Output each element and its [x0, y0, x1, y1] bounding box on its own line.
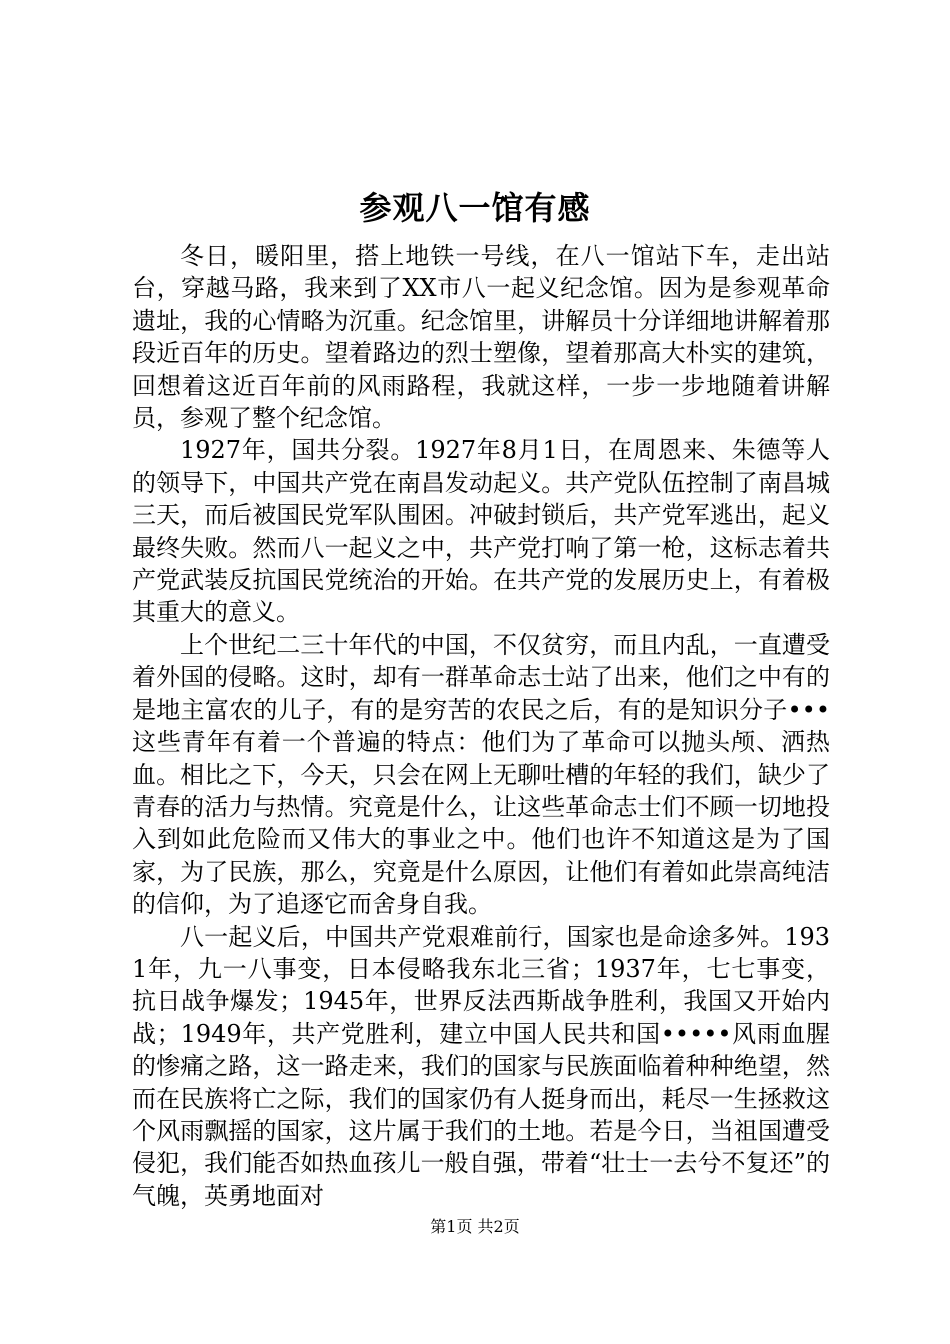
paragraph: 1927年，国共分裂。1927年8月1日，在周恩来、朱德等人的领导下，中国共产党在南昌发动起义。共产党队伍控制了南昌城三天，而后被国民党军队围困。冲破封锁后，共产党军逃出，起义最终失败。然而八一起义之中，共产党打响了第一枪，这标志着共产党武装反抗国民党统治的开始。在共产党的发展历史上，有着极其重大的意义。: [132, 436, 830, 627]
paragraph: 八一起义后，中国共产党艰难前行，国家也是命途多舛。1931年，九一八事变，日本侵略我东北三省；1937年，七七事变，抗日战争爆发；1945年，世界反法西斯战争胜利，我国又开始内战；1949年，共产党胜利，建立中国人民共和国•••••风雨血腥的惨痛之路，这一路走来，我们的国家与民族面临着种种绝望，然而在民族将亡之际，我们的国家仍有人挺身而出，耗尽一生拯救这个风雨飘摇的国家，这片属于我们的土地。若是今日，当祖国遭受侵犯，我们能否如热血孩儿一般自强，带着“壮士一去兮不复还”的气魄，英勇地面对: [132, 922, 830, 1210]
page-footer: 第1页 共2页: [430, 1217, 520, 1236]
document-body: [132, 240, 830, 1212]
document-title: 参观八一馆有感: [359, 189, 591, 227]
paragraph: 冬日，暖阳里，搭上地铁一号线，在八一馆站下车，走出站台，穿越马路，我来到了XX市八一起义纪念馆。因为是参观革命遗址，我的心情略为沉重。纪念馆里，讲解员十分详细地讲解着那段近百年的历史。望着路边的烈士塑像，望着那高大朴实的建筑，回想着这近百年前的风雨路程，我就这样，一步一步地随着讲解员，参观了整个纪念馆。: [132, 242, 830, 433]
paragraph: 上个世纪二三十年代的中国，不仅贫穷，而且内乱，一直遭受着外国的侵略。这时，却有一群革命志士站了出来，他们之中有的是地主富农的儿子，有的是穷苦的农民之后，有的是知识分子•••这些青年有着一个普遍的特点：他们为了革命可以抛头颅、洒热血。相比之下，今天，只会在网上无聊吐槽的年轻的我们，缺少了青春的活力与热情。究竟是什么，让这些革命志士们不顾一切地投入到如此危险而又伟大的事业之中。他们也许不知道这是为了国家，为了民族，那么，究竟是什么原因，让他们有着如此崇高纯洁的信仰，为了追逐它而舍身自我。: [132, 630, 830, 919]
